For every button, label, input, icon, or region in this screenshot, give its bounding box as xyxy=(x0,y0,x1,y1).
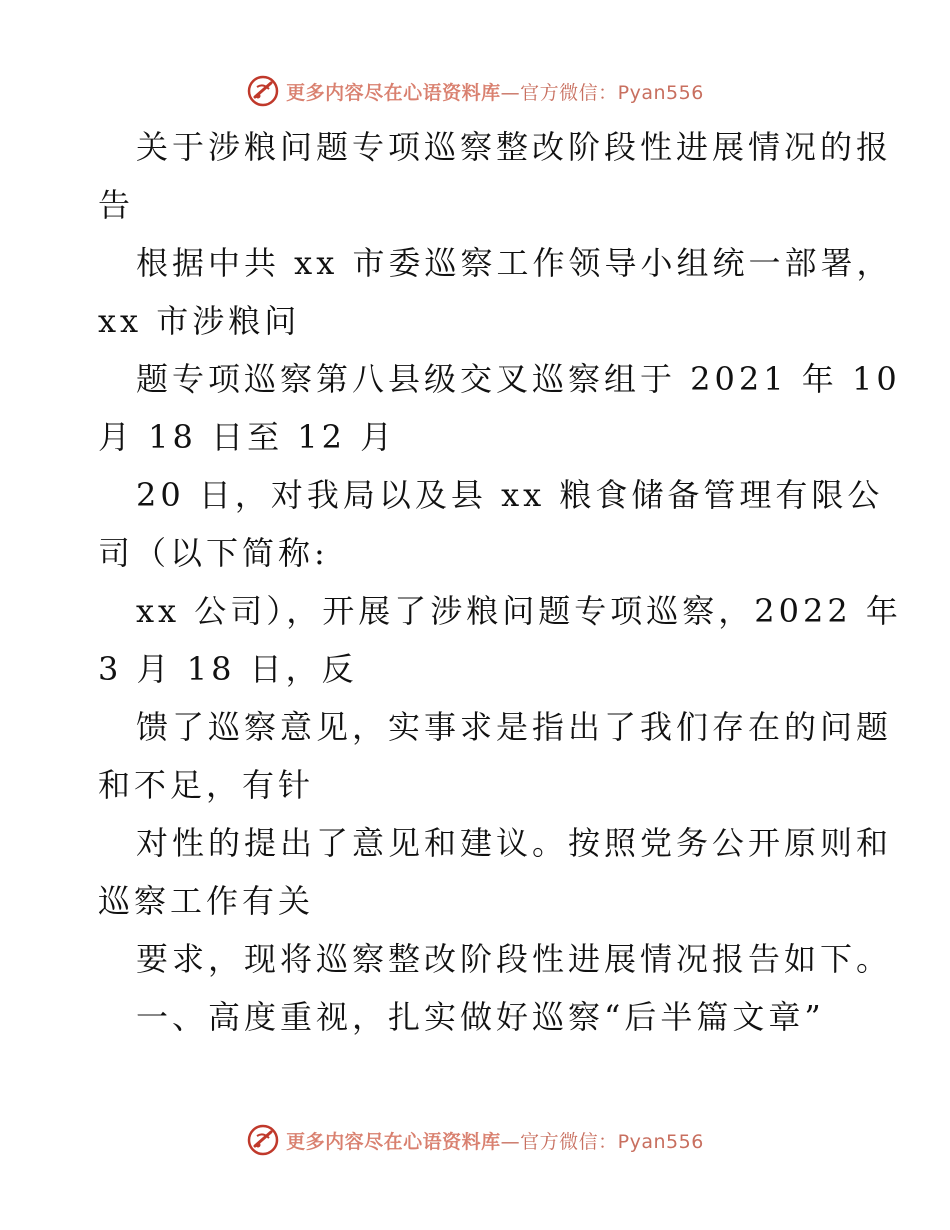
text-line: xx 公司），开展了涉粮问题专项巡察，2022 年 xyxy=(136,592,902,630)
watermark-text xyxy=(286,78,704,105)
logo-icon xyxy=(246,74,280,108)
text-line: 馈了巡察意见，实事求是指出了我们存在的问题 xyxy=(136,708,893,746)
text-line: 巡察工作有关 xyxy=(98,882,315,920)
watermark-main: 更多内容尽在心语资料库 xyxy=(286,81,501,104)
watermark-footer xyxy=(0,1120,950,1160)
text-line: 和不足，有针 xyxy=(98,766,315,804)
text-line: 3 月 18 日，反 xyxy=(98,650,358,688)
section-heading: 一、高度重视，扎实做好巡察“后半篇文章” xyxy=(136,998,825,1036)
watermark-header xyxy=(0,71,950,111)
watermark-sub: —官方微信：Pyan556 xyxy=(500,1130,704,1153)
text-line: xx 市涉粮问 xyxy=(98,302,301,340)
text-line: 月 18 日至 12 月 xyxy=(98,418,397,456)
text-line: 题专项巡察第八县级交叉巡察组于 2021 年 10 xyxy=(136,360,901,398)
watermark-text xyxy=(286,1127,704,1154)
watermark-main: 更多内容尽在心语资料库 xyxy=(286,1130,501,1153)
watermark-sub: —官方微信：Pyan556 xyxy=(500,81,704,104)
text-line: 20 日，对我局以及县 xx 粮食储备管理有限公 xyxy=(136,476,884,514)
title-line-1: 关于涉粮问题专项巡察整改阶段性进展情况的报 xyxy=(136,128,893,166)
text-line: 对性的提出了意见和建议。按照党务公开原则和 xyxy=(136,824,893,862)
text-line: 要求，现将巡察整改阶段性进展情况报告如下。 xyxy=(136,940,893,978)
text-line: 司（以下简称: xyxy=(98,534,329,572)
logo-icon xyxy=(246,1123,280,1157)
text-line: 根据中共 xx 市委巡察工作领导小组统一部署， xyxy=(136,244,893,282)
title-line-2: 告 xyxy=(98,186,135,224)
